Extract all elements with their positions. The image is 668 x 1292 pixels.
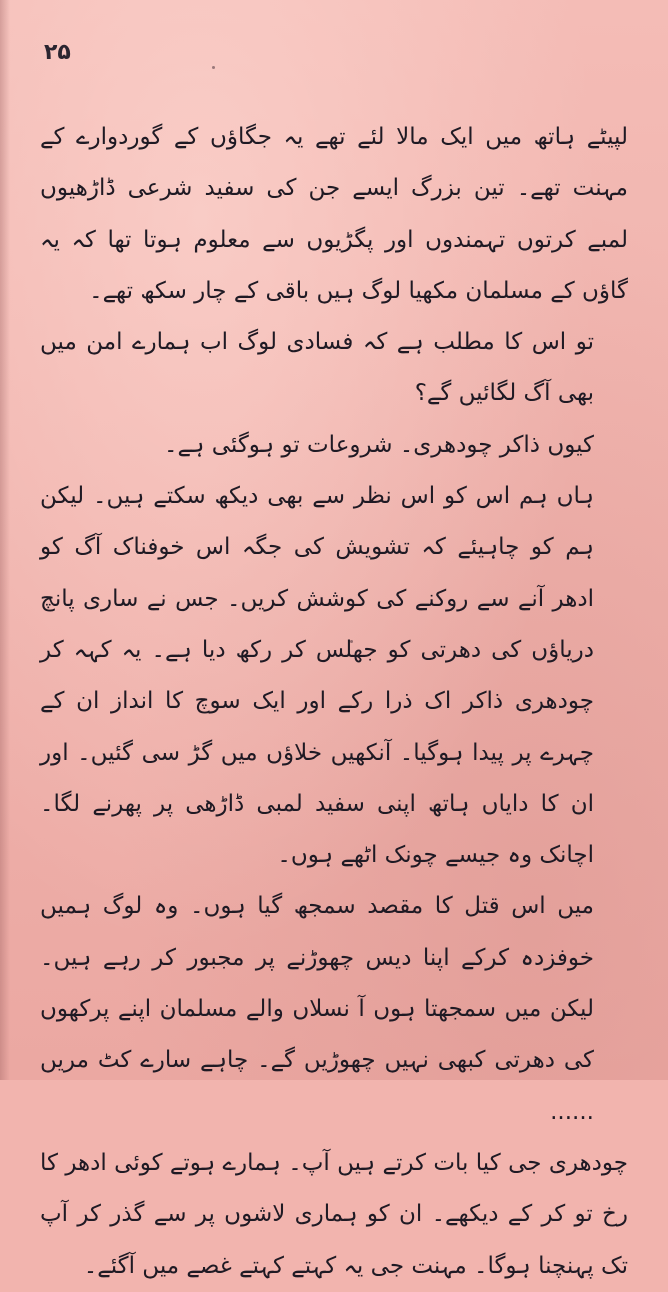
paragraph-2: تو اس کا مطلب ہے کہ فسادی لوگ اب ہمارے امن میں بھی آگ لگائیں گے؟ bbox=[40, 329, 594, 407]
page-number: ۲۵ bbox=[44, 40, 71, 65]
paragraph-5: میں اس قتل کا مقصد سمجھ گیا ہوں۔ وہ لوگ ہمیں خوفزدہ کرکے اپنا دیس چھوڑنے پر مجبور کر رہے ہیں۔ لیکن میں سمجھتا ہوں آ نسلاں والے مسلمان اپنے پرکھوں کی دھرتی کبھی نہیں چھوڑیں گے۔ چاہے سارے کٹ مریں ...... bbox=[40, 893, 594, 1125]
ink-speck bbox=[212, 66, 215, 69]
paragraph-6: چودھری جی کیا بات کرتے ہیں آپ۔ ہمارے ہوتے کوئی ادھر کا رخ تو کر کے دیکھے۔ ان کو ہماری لاشوں پر سے گذر کر آپ تک پہنچنا ہوگا۔ مہنت جی یہ کہتے کہتے غصے میں آگئے۔ bbox=[40, 1149, 628, 1279]
paragraph-4: ہاں ہم اس کو اس نظر سے بھی دیکھ سکتے ہیں۔ لیکن ہم کو چاہیئے کہ تشویش کی جگہ اس خوفناک آگ کو ادھر آنے سے روکنے کی کوشش کریں۔ جس نے ساری پانچ دریاؤں کی دھرتی کو جھلس کر رکھ دیا ہے۔ یہ کہہ کر چودھری ذاکر اک ذرا رکے اور ایک سوچ کا انداز ان کے چہرے پر پیدا ہوگیا۔ آنکھیں خلاؤں میں گڑ سی گئیں۔ اور ان کا دایاں ہاتھ اپنی سفید لمبی ڈاڑھی پر پھرنے لگا۔ اچانک وہ جیسے چونک اٹھے ہوں۔ bbox=[40, 483, 594, 869]
paragraph-1: لپیٹے ہاتھ میں ایک مالا لئے تھے یہ جگاؤں کے گوردوارے کے مہنت تھے۔ تین بزرگ ایسے جن کی سفید شرعی ڈاڑھیوں لمبے کرتوں تہمندوں اور پگڑیوں سے معلوم ہوتا تھا کہ یہ گاؤں کے مسلمان مکھیا لوگ ہیں باقی کے چار سکھ تھے۔ bbox=[40, 124, 628, 304]
page-binding-shadow bbox=[0, 0, 10, 1080]
paragraph-3: کیوں ذاکر چودھری۔ شروعات تو ہوگئی ہے۔ bbox=[163, 431, 594, 458]
urdu-text-body bbox=[40, 112, 628, 1292]
